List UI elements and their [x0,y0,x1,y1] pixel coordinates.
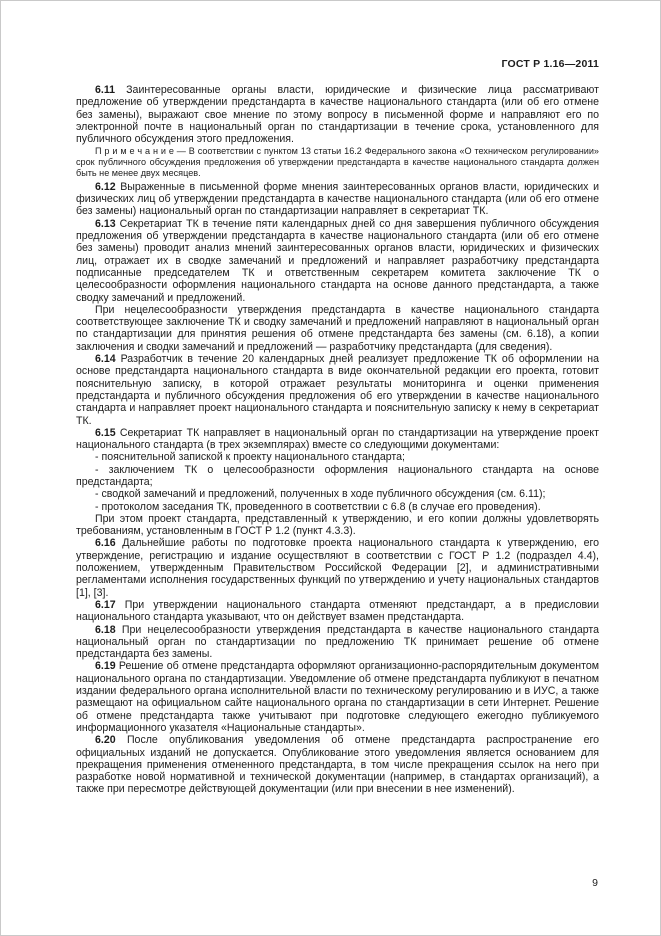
clause-number: 6.15 [95,426,116,439]
clause-6-11 [76,84,599,145]
clause-text: Заинтересованные органы власти, юридические и физические лица рассматривают предложение об утверждении предстандарта в качестве национального стандарта (или об его отмене без замены), выражают свое мнение по этому вопросу в письменной форме и направляют его по электронной почте в национальный орган по стандартизации в течение срока, установленного для публичного обсуждения этого предложения. [76,84,599,146]
clause-6-15 [76,427,599,452]
clause-6-15-continuation: При этом проект стандарта, представленный к утверждению, и его копии должны удовлетворять требованиям, установленным в ГОСТ Р 1.2 (пункт 4.3.3). [76,512,599,538]
clause-6-17 [76,599,599,624]
list-item: - пояснительной запиской к проекту национального стандарта; [95,451,405,464]
clause-number: 6.20 [95,734,116,747]
clause-text: При утверждении национального стандарта отменяют предстандарт, а в предисловии национального стандарта указывают, что он действует взамен предстандарта. [76,598,599,624]
note-paragraph: П р и м е ч а н и е — В соответствии с пунктом 13 статьи 16.2 Федерального закона «О техническом регулировании» срок публичного обсуждения предложения об утверждении предстандарта в качестве национального стандарта должен быть не менее двух месяцев. [76,146,599,179]
clause-6-13-continuation: При нецелесообразности утверждения предстандарта в качестве национального стандарта соответствующее заключение ТК и сводку замечаний и предложений направляют в национальный орган по стандартизации для принятия решения об отмене предстандарта без замены (см. 6.18), а копии заключения и сводки замечаний и предложений — разработчику предстандарта (для сведения). [76,303,599,353]
list-item: - протоколом заседания ТК, проведенного в соответствии с 6.8 (в случае его проведения). [95,500,541,513]
clause-6-18 [76,624,599,661]
list-item: - сводкой замечаний и предложений, полученных в ходе публичного обсуждения (см. 6.11); [95,488,546,501]
clause-number: 6.11 [95,84,116,96]
clause-text: Секретариат ТК направляет в национальный орган по стандартизации на утверждение проект национального стандарта (в трех экземплярах) вместе со следующими документами: [76,426,600,452]
clause-6-20 [76,734,599,795]
clause-text: Разработчик в течение 20 календарных дней реализует предложение ТК об оформлении на основе предстандарта национального стандарта в виде окончательной редакции его проекта, готовит пояснительную записку, в которой отражает результаты мониторинга и оценки применения предстандарта и публичного обсуждения предложения об его утверждении в качестве национального стандарта и направляет проект национального стандарта и пояснительную записку к нему в секретариат ТК. [76,353,599,427]
clause-text: Решение об отмене предстандарта оформляют организационно-распорядительным документом национального органа по стандартизации. Уведомление об отмене предстандарта публикуют в печатном издании федерального органа исполнительной власти по техническому регулированию и в ИУС, а также размещают на официальном сайте национального органа по стандартизации в сети Интернет. Решение об отмене предстандарта также учитывают при подготовке следующего ежегодно публикуемого информационного указателя «Национальные стандарты». [76,660,600,734]
clause-6-14 [76,353,599,427]
clause-text: Дальнейшие работы по подготовке проекта национального стандарта к утверждению, его утверждение, регистрацию и издание осуществляют в соответствии с ГОСТ Р 1.2 (подраздел 4.4), положением, утвержденным Правительством Российской Федерации [2], и административными регламентами исполнения государственных функций по утверждению и учету национальных стандартов [1], [3]. [76,537,599,599]
document-code-header: ГОСТ Р 1.16—2011 [501,58,599,70]
clause-6-16 [76,537,599,598]
clause-number: 6.19 [95,660,116,673]
clause-number: 6.12 [95,180,116,193]
clause-text: Выраженные в письменной форме мнения заинтересованных органов власти, юридических и физических лиц об утверждении предстандарта в качестве национального стандарта (или об его отмене без замены) национальный орган по стандартизации направляет в секретариат ТК. [76,180,599,218]
list-item: - заключением ТК о целесообразности оформления национального стандарта на основе предстандарта; [76,463,599,488]
clause-number: 6.18 [95,623,116,636]
page-number: 9 [592,877,598,889]
clause-number: 6.17 [95,598,116,611]
clause-number: 6.13 [95,217,116,230]
clause-number: 6.14 [95,353,116,366]
clause-6-19 [76,660,599,734]
clause-number: 6.16 [95,537,116,550]
clause-6-12 [76,181,599,218]
clause-6-13 [76,218,599,304]
clause-text: При нецелесообразности утверждения предстандарта в качестве национального стандарта национальный орган по стандартизации по предложению ТК принимает решение об отмене предстандарта без замены. [76,623,600,661]
clause-text: После опубликования уведомления об отмене предстандарта распространение его официальных изданий не допускается. Опубликование этого уведомления является основанием для прекращения применения отмененного предстандарта, в том числе прекращения ссылок на него при разработке новой нормативной и технической документации (например, в стандартах организаций), а также при пересмотре действующей документации (или при внесении в нее изменений). [76,734,599,796]
clause-text: Секретариат ТК в течение пяти календарных дней со дня завершения публичного обсуждения предложения об утверждении предстандарта в качестве национального стандарта (или об его отмене без замены) проводит анализ мнений заинтересованных органов власти, юридических и физических лиц, отражает их в сводке замечаний и предложений и направляет разработчику предстандарта подписанные председателем ТК и ответственным секретарем комитета заключение ТК о целесообразности оформления национального стандарта на основе данного предстандарта, а также сводку замечаний и предложений. [76,217,599,304]
